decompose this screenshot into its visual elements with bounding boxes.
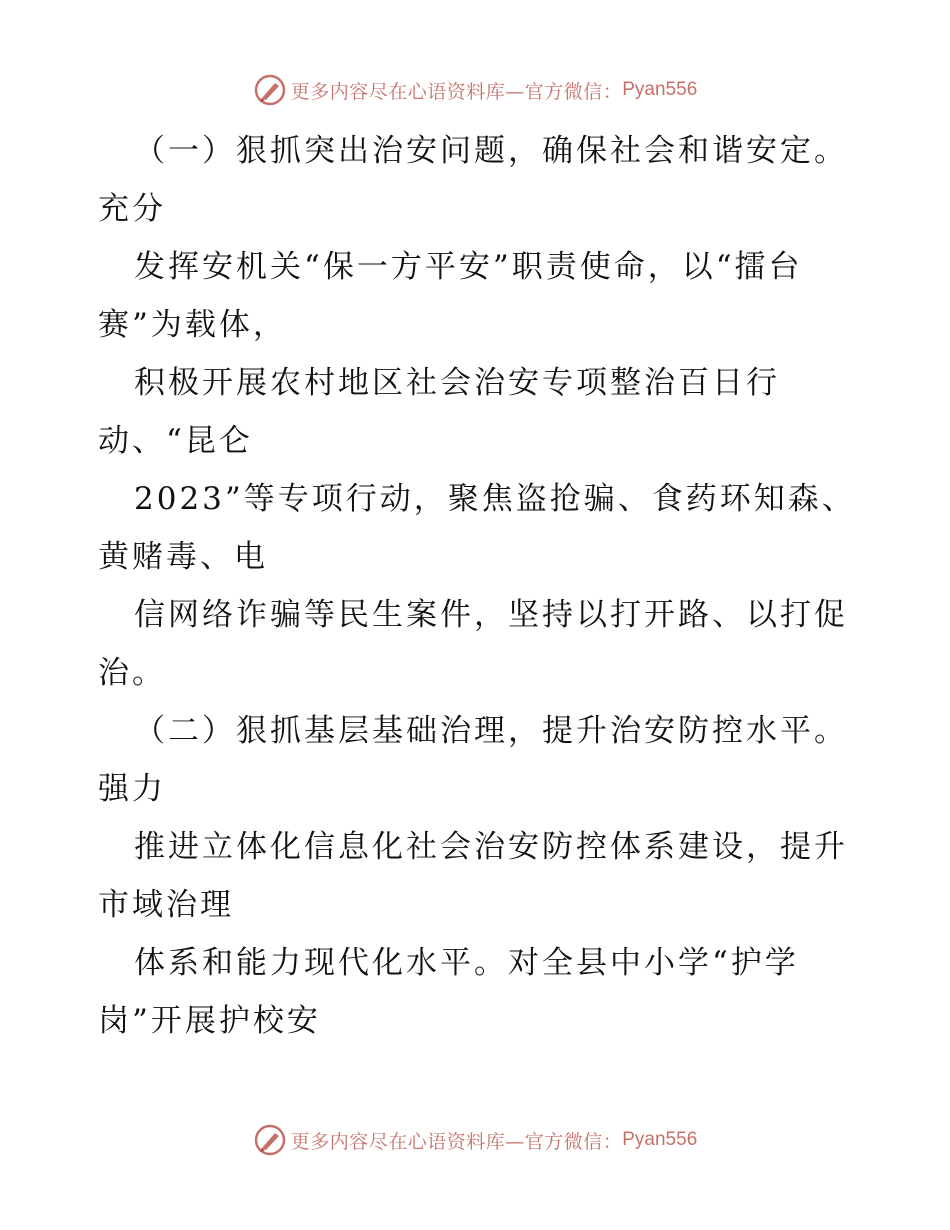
header-watermark bbox=[0, 70, 950, 110]
watermark-wechat-id: Pyan556 bbox=[622, 1129, 698, 1150]
text-line: 信网络诈骗等民生案件，坚持以打开路、以打促 bbox=[134, 597, 848, 633]
watermark-wechat-id: Pyan556 bbox=[622, 79, 698, 100]
text-line: 体系和能力现代化水平。对全县中小学“护学 bbox=[134, 945, 799, 981]
text-line: 动、“昆仑 bbox=[98, 423, 253, 459]
text-line: 充分 bbox=[98, 191, 166, 227]
text-line: 治。 bbox=[98, 655, 166, 691]
pen-logo-icon bbox=[253, 73, 287, 107]
text-line: 赛”为载体， bbox=[98, 307, 287, 343]
watermark-text: 更多内容尽在心语资料库—官方微信： bbox=[290, 1130, 623, 1153]
text-line: 推进立体化信息化社会治安防控体系建设，提升 bbox=[134, 829, 848, 865]
text-line: 发挥安机关“保一方平安”职责使命，以“擂台 bbox=[134, 249, 803, 285]
text-line: 岗”开展护校安 bbox=[98, 1003, 321, 1039]
text-line: 2023”等专项行动，聚焦盗抢骗、食药环知森、 bbox=[134, 481, 856, 517]
footer-watermark bbox=[0, 1120, 950, 1160]
pen-logo-icon bbox=[253, 1123, 287, 1157]
text-line: （一）狠抓突出治安问题，确保社会和谐安定。 bbox=[134, 133, 848, 169]
text-line: 积极开展农村地区社会治安专项整治百日行 bbox=[134, 365, 780, 401]
text-line: 市域治理 bbox=[98, 887, 234, 923]
watermark-text: 更多内容尽在心语资料库—官方微信： bbox=[290, 80, 623, 103]
document-body bbox=[98, 122, 858, 1050]
text-line: 强力 bbox=[98, 771, 166, 807]
text-line: （二）狠抓基层基础治理，提升治安防控水平。 bbox=[134, 713, 848, 749]
text-line: 黄赌毒、电 bbox=[98, 539, 268, 575]
